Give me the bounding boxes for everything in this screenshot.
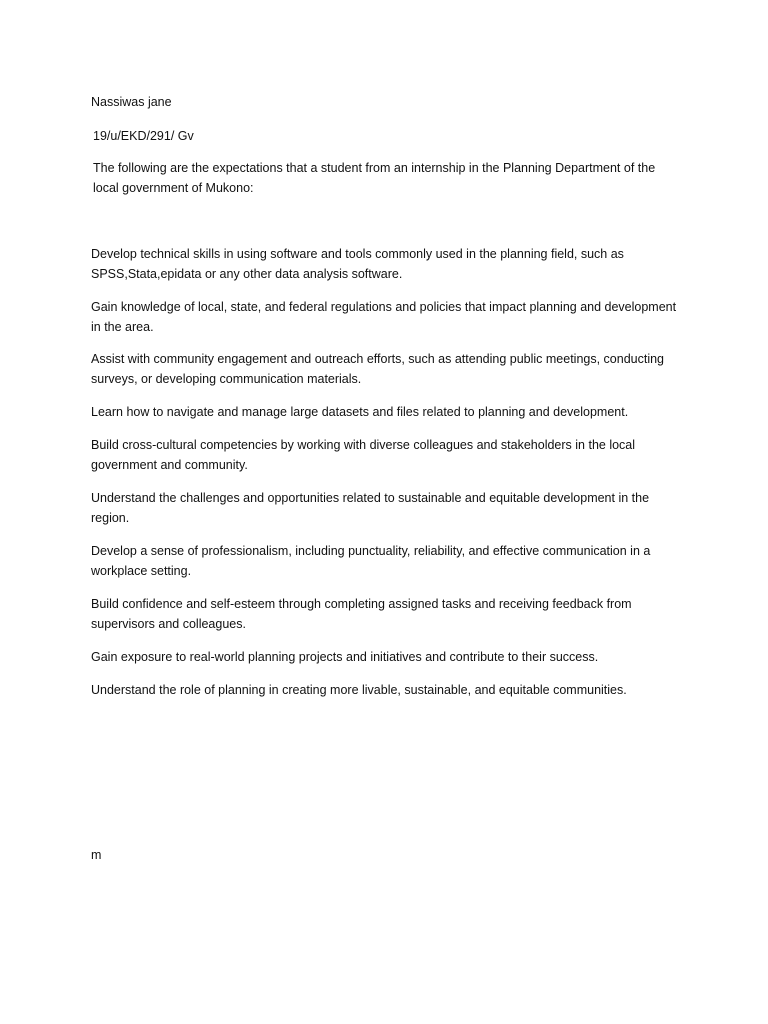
expectation-item: Build cross-cultural competencies by working with diverse colleagues and stakeholders in the local government and community. <box>91 438 636 472</box>
expectation-item: Build confidence and self-esteem through completing assigned tasks and receiving feedback from supervisors and colleagues. <box>91 597 632 631</box>
expectation-item: Understand the role of planning in creating more livable, sustainable, and equitable communities. <box>91 683 627 697</box>
expectation-item: Gain exposure to real-world planning projects and initiatives and contribute to their success. <box>91 650 599 664</box>
expectation-item: Develop a sense of professionalism, including punctuality, reliability, and effective communication in a workplace setting. <box>91 544 651 578</box>
stray-character: m <box>91 848 102 862</box>
registration-number: 19/u/EKD/291/ Gv <box>93 129 194 143</box>
expectation-item: Assist with community engagement and outreach efforts, such as attending public meetings, conducting surveys, or developing communication materials. <box>91 352 665 386</box>
expectation-item: Understand the challenges and opportunities related to sustainable and equitable development in the region. <box>91 491 650 525</box>
intro-paragraph: The following are the expectations that a student from an internship in the Planning Department of the local government of Mukono: <box>93 161 656 195</box>
author-name: Nassiwas jane <box>91 95 172 109</box>
expectation-item: Learn how to navigate and manage large datasets and files related to planning and development. <box>91 405 629 419</box>
expectation-item: Gain knowledge of local, state, and federal regulations and policies that impact planning and development in the area. <box>91 300 677 334</box>
expectation-item: Develop technical skills in using software and tools commonly used in the planning field, such as SPSS,Stata,epidata or any other data analysis software. <box>91 247 624 281</box>
